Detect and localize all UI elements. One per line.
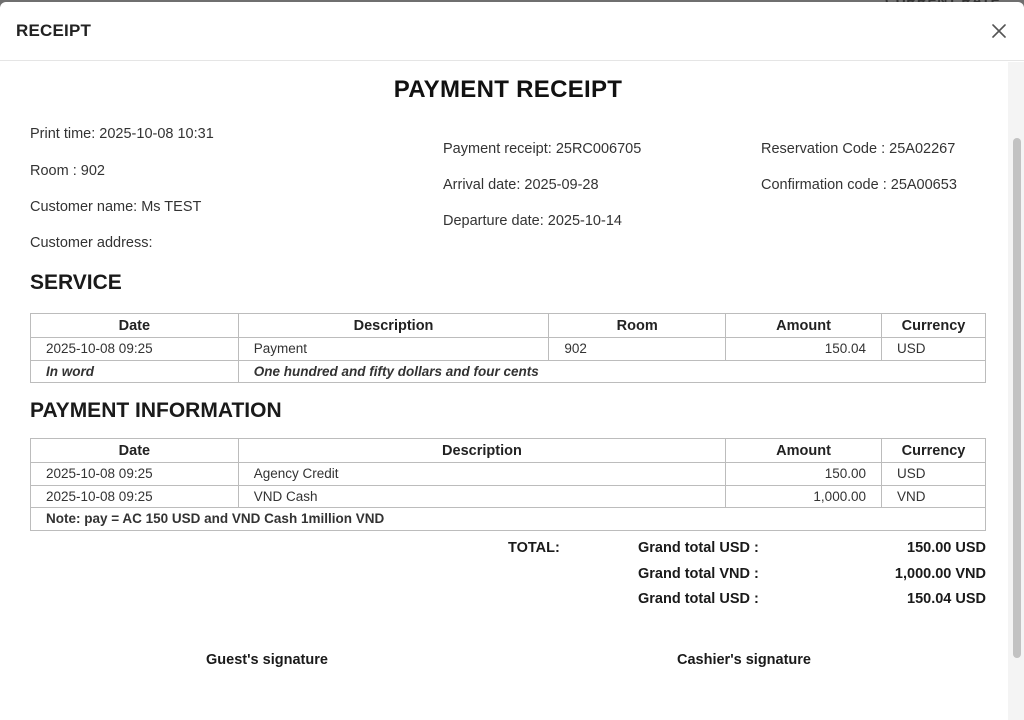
cell-description: Payment: [238, 338, 549, 361]
cashier-signature-label: Cashier's signature: [677, 652, 811, 668]
cell-description: Agency Credit: [238, 463, 725, 486]
payment-table: [30, 438, 986, 531]
grand-total-label: Grand total VND :: [638, 566, 759, 582]
in-word-row: [31, 360, 986, 383]
table-row: [31, 485, 986, 508]
table-row: [31, 463, 986, 486]
cell-date: 2025-10-08 09:25: [31, 338, 239, 361]
grand-total-label: Grand total USD :: [638, 540, 759, 556]
departure-date: Departure date: 2025-10-14: [443, 213, 622, 229]
confirmation-code: Confirmation code : 25A00653: [761, 177, 957, 193]
modal-title: RECEIPT: [16, 21, 92, 40]
cell-currency: VND: [881, 485, 985, 508]
modal-header: [0, 2, 1024, 61]
grand-total-value: 150.04 USD: [907, 591, 986, 607]
note-row: [31, 508, 986, 531]
close-button[interactable]: [988, 20, 1010, 42]
column-header: Currency: [881, 314, 985, 338]
cell-currency: USD: [881, 338, 985, 361]
cell-currency: USD: [881, 463, 985, 486]
column-header: Date: [31, 439, 239, 463]
cell-date: 2025-10-08 09:25: [31, 485, 239, 508]
table-row: [31, 338, 986, 361]
cell-amount: 150.04: [726, 338, 882, 361]
grand-total-value: 150.00 USD: [907, 540, 986, 556]
cell-amount: 1,000.00: [726, 485, 882, 508]
payment-receipt-number: Payment receipt: 25RC006705: [443, 141, 642, 157]
customer-address: Customer address:: [30, 235, 153, 251]
column-header: Description: [238, 314, 549, 338]
column-header: Date: [31, 314, 239, 338]
cell-room: 902: [549, 338, 726, 361]
payment-section-title: PAYMENT INFORMATION: [30, 399, 282, 422]
cell-description: VND Cash: [238, 485, 725, 508]
receipt-modal: [0, 2, 1024, 720]
payment-note: Note: pay = AC 150 USD and VND Cash 1million VND: [31, 508, 986, 531]
room-number: Room : 902: [30, 163, 105, 179]
guest-signature-label: Guest's signature: [206, 652, 328, 668]
in-word-label: In word: [31, 360, 239, 383]
arrival-date: Arrival date: 2025-09-28: [443, 177, 599, 193]
grand-total-label: Grand total USD :: [638, 591, 759, 607]
table-header-row: [31, 439, 986, 463]
grand-total-value: 1,000.00 VND: [894, 566, 986, 582]
reservation-code: Reservation Code : 25A02267: [761, 141, 956, 157]
print-time: Print time: 2025-10-08 10:31: [30, 126, 214, 142]
total-label: TOTAL:: [508, 540, 560, 556]
cell-amount: 150.00: [726, 463, 882, 486]
cell-date: 2025-10-08 09:25: [31, 463, 239, 486]
column-header: Amount: [726, 314, 882, 338]
close-icon: [992, 24, 1006, 38]
scrollbar-track[interactable]: [1008, 62, 1024, 720]
column-header: Currency: [881, 439, 985, 463]
column-header: Amount: [726, 439, 882, 463]
column-header: Description: [238, 439, 725, 463]
customer-name: Customer name: Ms TEST: [30, 199, 202, 215]
table-header-row: [31, 314, 986, 338]
modal-body: [0, 62, 1024, 720]
service-section-title: SERVICE: [30, 271, 122, 294]
in-word-value: One hundred and fifty dollars and four cents: [238, 360, 985, 383]
scrollbar-thumb[interactable]: [1013, 138, 1021, 658]
service-table: [30, 313, 986, 383]
column-header: Room: [549, 314, 726, 338]
receipt-title: PAYMENT RECEIPT: [393, 76, 623, 103]
